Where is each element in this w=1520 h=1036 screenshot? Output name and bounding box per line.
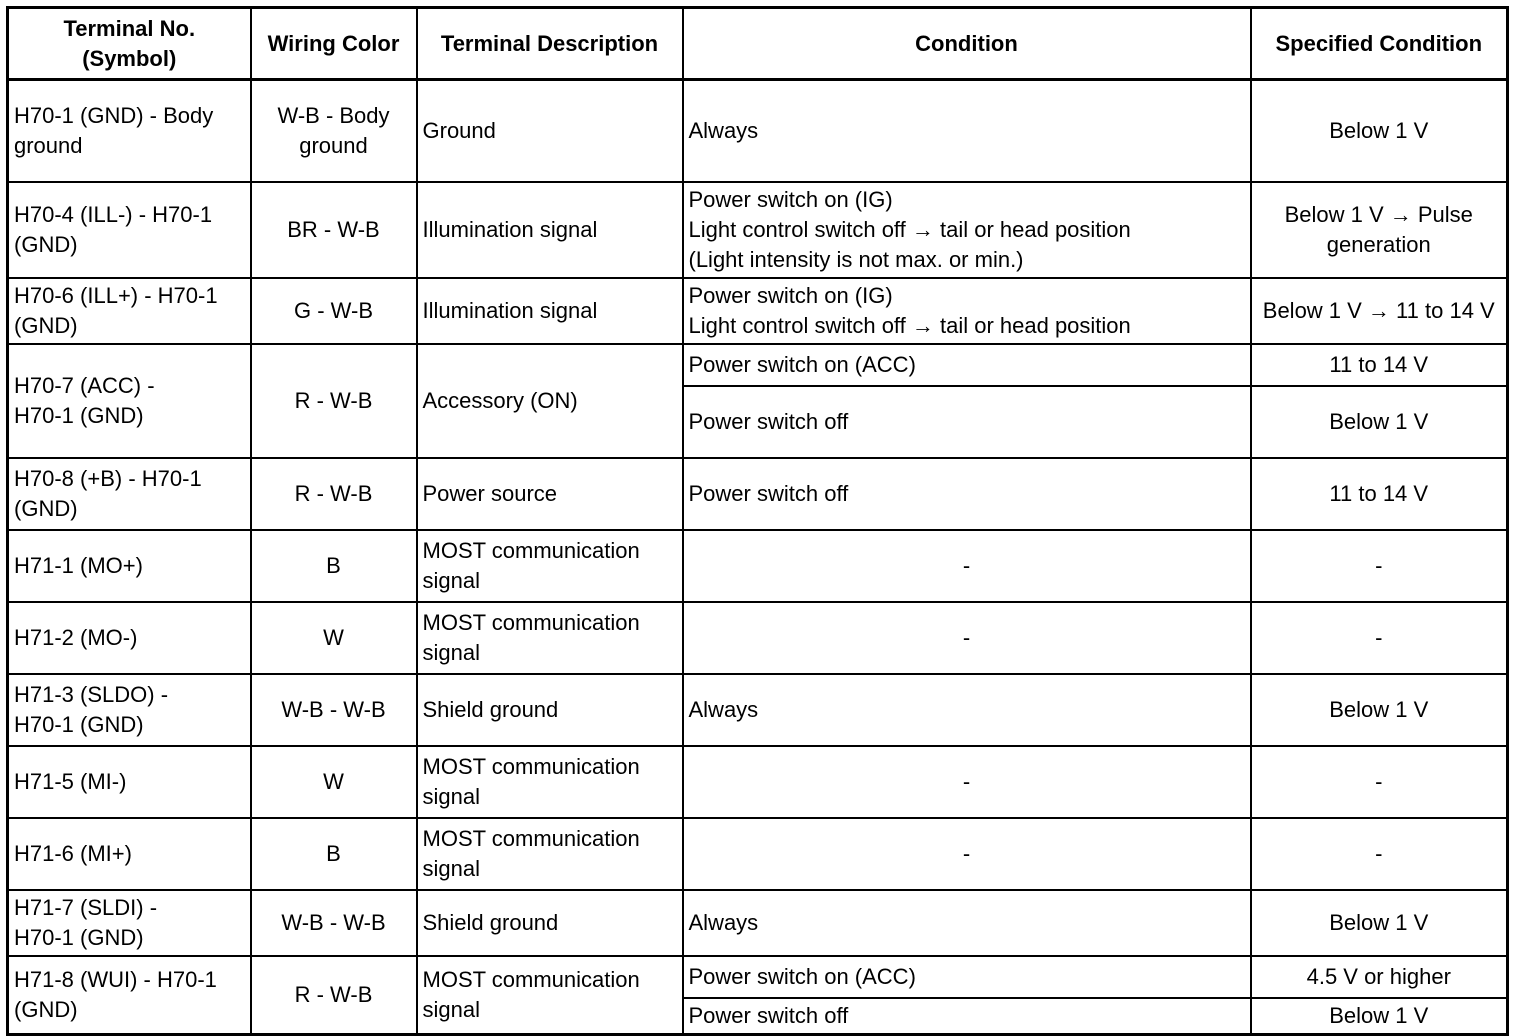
condition-cell: Power switch on (IG) Light control switch off → tail or head position (Light intensity is not max. or min.) — [683, 182, 1251, 278]
terminal-cell: H71-1 (MO+) — [8, 530, 251, 602]
wiring-color-cell: B — [251, 530, 417, 602]
wiring-color-cell: W — [251, 746, 417, 818]
table-row — [8, 746, 1508, 818]
condition-cell: Always — [683, 80, 1251, 182]
specified-condition-cell: Below 1 V — [1251, 80, 1508, 182]
specified-condition-cell: - — [1251, 530, 1508, 602]
condition-cell: - — [683, 746, 1251, 818]
specified-condition-cell: - — [1251, 818, 1508, 890]
header-terminal: Terminal No. (Symbol) — [8, 8, 251, 80]
terminal-cell: H71-5 (MI-) — [8, 746, 251, 818]
description-cell: MOST communication signal — [417, 818, 683, 890]
specified-condition-cell: Below 1 V — [1251, 674, 1508, 746]
description-cell: MOST communication signal — [417, 602, 683, 674]
terminal-cell: H71-8 (WUI) - H70-1 (GND) — [8, 956, 251, 1035]
condition-cell: Power switch off — [683, 458, 1251, 530]
table-row — [8, 956, 1508, 998]
terminal-cell: H70-7 (ACC) - H70-1 (GND) — [8, 344, 251, 458]
specified-condition-cell: 11 to 14 V — [1251, 458, 1508, 530]
header-terminal-description: Terminal Description — [417, 8, 683, 80]
specified-condition-cell: 11 to 14 V — [1251, 344, 1508, 386]
description-cell: MOST communication signal — [417, 530, 683, 602]
terminal-cell: H71-6 (MI+) — [8, 818, 251, 890]
terminal-cell: H70-1 (GND) - Body ground — [8, 80, 251, 182]
specified-condition-cell: Below 1 V → Pulse generation — [1251, 182, 1508, 278]
table-row — [8, 530, 1508, 602]
table-row — [8, 80, 1508, 182]
condition-cell: - — [683, 818, 1251, 890]
description-cell: Accessory (ON) — [417, 344, 683, 458]
description-cell: Ground — [417, 80, 683, 182]
condition-cell: Power switch on (IG) Light control switch off → tail or head position — [683, 278, 1251, 344]
wiring-color-cell: R - W-B — [251, 344, 417, 458]
terminal-cell: H71-2 (MO-) — [8, 602, 251, 674]
condition-cell: Power switch on (ACC) — [683, 956, 1251, 998]
wiring-color-cell: W — [251, 602, 417, 674]
specified-condition-cell: Below 1 V — [1251, 386, 1508, 458]
condition-cell: - — [683, 530, 1251, 602]
condition-cell: Power switch off — [683, 998, 1251, 1035]
wiring-color-cell: W-B - W-B — [251, 890, 417, 956]
wiring-color-cell: W-B - W-B — [251, 674, 417, 746]
terminal-cell: H71-3 (SLDO) - H70-1 (GND) — [8, 674, 251, 746]
header-wiring-color: Wiring Color — [251, 8, 417, 80]
wiring-color-cell: B — [251, 818, 417, 890]
description-cell: Illumination signal — [417, 278, 683, 344]
wiring-color-cell: W-B - Body ground — [251, 80, 417, 182]
terminal-cell: H70-4 (ILL-) - H70-1 (GND) — [8, 182, 251, 278]
table-row — [8, 182, 1508, 278]
specified-condition-cell: - — [1251, 746, 1508, 818]
terminal-cell: H70-6 (ILL+) - H70-1 (GND) — [8, 278, 251, 344]
specified-condition-cell: Below 1 V — [1251, 890, 1508, 956]
description-cell: Shield ground — [417, 890, 683, 956]
terminal-table — [6, 6, 1509, 1036]
condition-cell: Always — [683, 890, 1251, 956]
specified-condition-cell: Below 1 V → 11 to 14 V — [1251, 278, 1508, 344]
header-specified-condition: Specified Condition — [1251, 8, 1508, 80]
terminal-cell: H71-7 (SLDI) - H70-1 (GND) — [8, 890, 251, 956]
wiring-color-cell: R - W-B — [251, 956, 417, 1035]
description-cell: Power source — [417, 458, 683, 530]
description-cell: MOST communication signal — [417, 956, 683, 1035]
condition-cell: Power switch on (ACC) — [683, 344, 1251, 386]
description-cell: Illumination signal — [417, 182, 683, 278]
table-row — [8, 458, 1508, 530]
terminal-cell: H70-8 (+B) - H70-1 (GND) — [8, 458, 251, 530]
description-cell: MOST communication signal — [417, 746, 683, 818]
header-row — [8, 8, 1508, 80]
specified-condition-cell: 4.5 V or higher — [1251, 956, 1508, 998]
wiring-color-cell: R - W-B — [251, 458, 417, 530]
specified-condition-cell: - — [1251, 602, 1508, 674]
table-row — [8, 890, 1508, 956]
condition-cell: Always — [683, 674, 1251, 746]
condition-cell: Power switch off — [683, 386, 1251, 458]
table-row — [8, 278, 1508, 344]
table-row — [8, 818, 1508, 890]
wiring-color-cell: BR - W-B — [251, 182, 417, 278]
table-row — [8, 674, 1508, 746]
table-row — [8, 602, 1508, 674]
condition-cell: - — [683, 602, 1251, 674]
wiring-color-cell: G - W-B — [251, 278, 417, 344]
table-row — [8, 344, 1508, 386]
specified-condition-cell: Below 1 V — [1251, 998, 1508, 1035]
header-condition: Condition — [683, 8, 1251, 80]
description-cell: Shield ground — [417, 674, 683, 746]
